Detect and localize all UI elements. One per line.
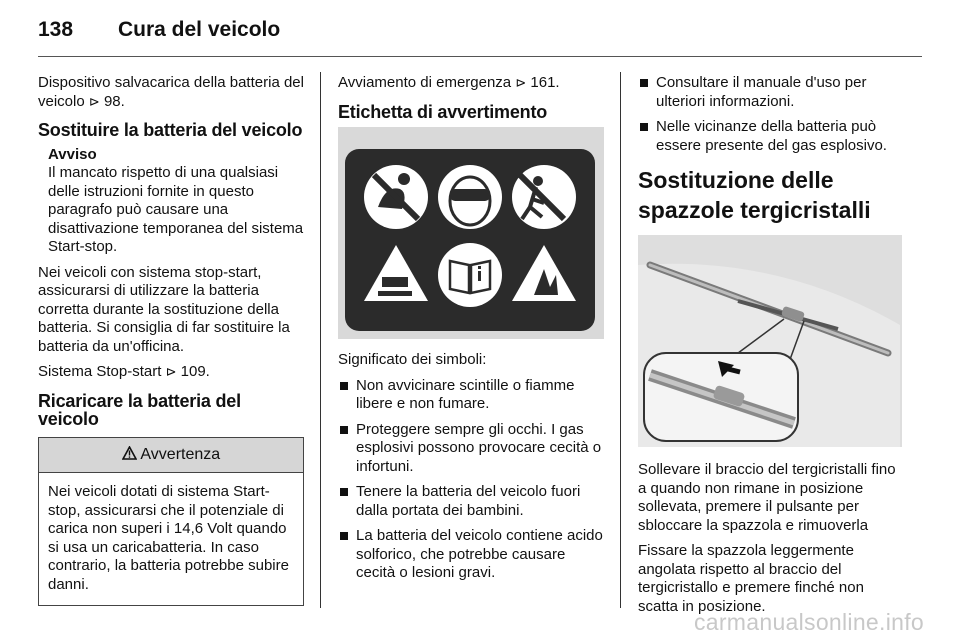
page-ref-arrow-icon: ⊳ <box>88 93 100 109</box>
column-divider-1 <box>320 72 321 608</box>
warning-header <box>39 438 303 474</box>
stopstart-page-ref[interactable]: 109. <box>180 363 210 380</box>
bullet-square-icon <box>340 382 348 390</box>
stopstart-reference: Sistema Stop-start ⊳ 109. <box>38 363 210 380</box>
column-2 <box>338 74 604 590</box>
warning-text: Nei veicoli dotati di sistema Start-stop, assicurarsi che il potenziale di carica non superi i 14,6 Volt quando si usa un caricabatteria. In caso contrario, la batteria potrebbe subire danni. <box>48 483 289 593</box>
warning-title: Avvertenza <box>140 445 221 463</box>
column-1 <box>38 74 304 606</box>
bullet-square-icon <box>640 123 648 131</box>
list-item: Proteggere sempre gli occhi. I gas esplosivi possono provocare cecità o infortuni. <box>338 421 604 477</box>
symbols-intro: Significato dei simboli: <box>338 351 487 368</box>
heading-warning-label: Etichetta di avvertimento <box>338 101 548 122</box>
page-ref-arrow-icon: ⊳ <box>165 364 177 379</box>
list-item: La batteria del veicolo contiene acido solforico, che potrebbe causare cecità o lesioni gravi. <box>338 527 604 583</box>
keep-children-away-icon <box>512 165 576 229</box>
wiper-paragraph-1: Sollevare il braccio del tergicristalli fino a quando non rimane in posizione sollevata, premere il pulsante per sbloccare la spazzola e rimuoverla <box>638 461 896 534</box>
bullet-square-icon <box>640 79 648 87</box>
warning-triangle-icon <box>122 446 141 463</box>
note-title: Avviso <box>48 145 97 163</box>
label-symbols-list-continued <box>638 74 902 155</box>
intro-paragraph: Dispositivo salvacarica della batteria del veicolo ⊳ 98. <box>38 74 304 110</box>
heading-replace-battery: Sostituire la batteria del veicolo <box>38 120 303 140</box>
jump-start-reference: Avviamento di emergenza ⊳ 161. <box>338 74 560 91</box>
wiper-paragraph-2: Fissare la spazzola leggermente angolata rispetto al braccio del tergicristallo e premere finché non scatta in posizione. <box>638 542 864 615</box>
warning-box <box>38 437 304 607</box>
column-divider-2 <box>620 72 621 608</box>
heading-charge-battery: Ricaricare la batteria del veicolo <box>38 390 241 429</box>
jump-page-ref[interactable]: 161. <box>530 74 560 91</box>
page-header <box>38 14 922 50</box>
wiper-blade-image <box>638 235 902 447</box>
no-flames-icon <box>364 165 428 229</box>
header-rule <box>38 56 922 57</box>
stopstart-paragraph: Nei veicoli con sistema stop-start, assicurarsi di utilizzare la batteria corretta durante la sostituzione della batteria. Si consiglia di far sostituire la batteria da un'officina. <box>38 263 290 355</box>
list-item: Nelle vicinanze della batteria può essere presente del gas esplosivo. <box>638 118 902 155</box>
watermark: carmanualsonline.info <box>693 609 924 635</box>
page-number: 138 <box>38 18 74 41</box>
eye-protection-icon <box>438 165 502 229</box>
note-text: Il mancato rispetto di una qualsiasi delle istruzioni fornite in questo paragrafo può causare una disattivazione temporanea del sistema Start-stop. <box>48 164 304 255</box>
page-ref-arrow-icon: ⊳ <box>515 75 527 90</box>
symbols-list <box>338 377 604 583</box>
chapter-title: Cura del veicolo <box>118 18 281 41</box>
list-item: Consultare il manuale d'uso per ulteriori informazioni. <box>638 74 902 111</box>
list-item: Non avvicinare scintille o fiamme libere e non fumare. <box>338 377 604 414</box>
heading-wiper-replacement: Sostituzione delle spazzole tergicristalli <box>638 167 871 223</box>
note-block <box>38 146 304 257</box>
bullet-square-icon <box>340 488 348 496</box>
list-item: Tenere la batteria del veicolo fuori dalla portata dei bambini. <box>338 483 604 520</box>
read-manual-icon <box>438 243 502 307</box>
bullet-square-icon <box>340 532 348 540</box>
intro-page-ref[interactable]: 98. <box>103 92 125 110</box>
column-3 <box>638 74 902 623</box>
warning-label-image <box>338 127 604 339</box>
bullet-square-icon <box>340 426 348 434</box>
